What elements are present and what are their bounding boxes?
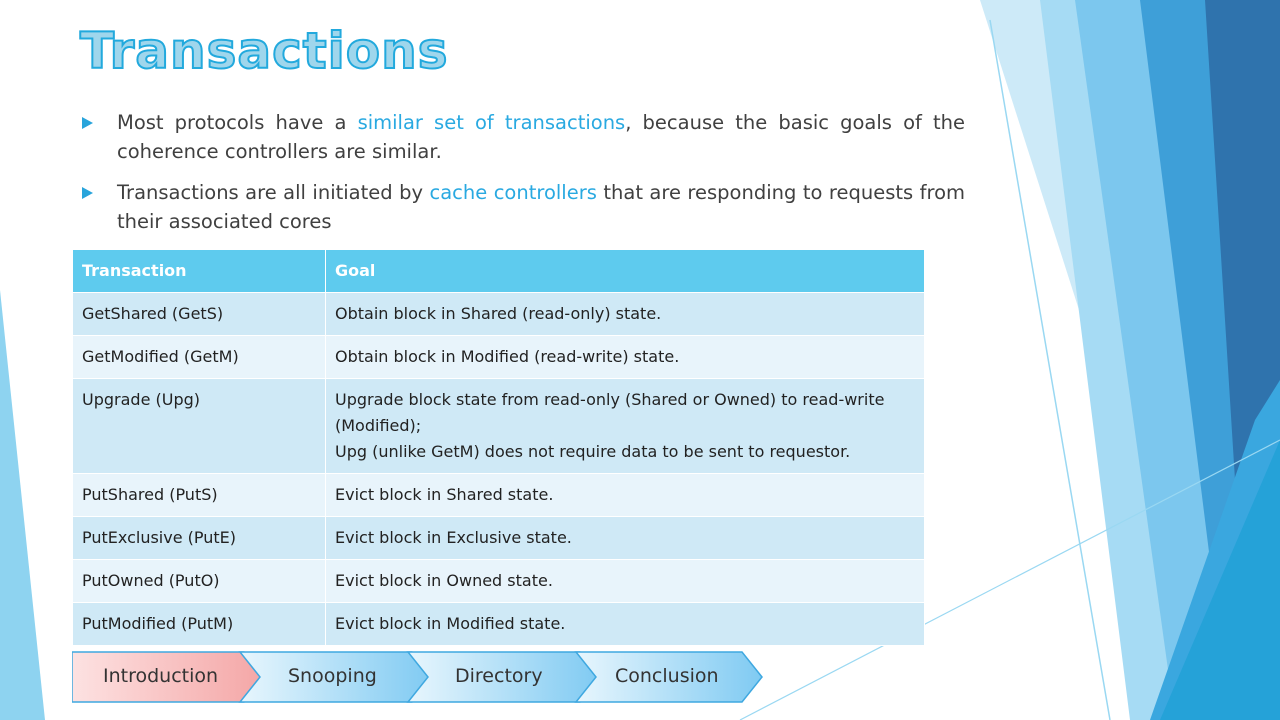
goal-cell [326, 560, 925, 603]
transaction-cell: Upgrade (Upg) [73, 379, 326, 474]
table-header-row [73, 250, 925, 293]
bullet-text: that are responding to requests from their associated cores [117, 181, 966, 233]
transaction-cell: PutModified (PutM) [73, 603, 326, 646]
goal-text: Obtain block in Modified (read-write) state. [335, 347, 680, 366]
column-header-transaction: Transaction [73, 250, 326, 293]
goal-cell [326, 293, 925, 336]
arrow-bullet-icon [82, 187, 93, 199]
transaction-cell: PutOwned (PutO) [73, 560, 326, 603]
nav-label-directory[interactable]: Directory [455, 665, 543, 687]
arrow-bullet-icon [82, 117, 93, 129]
goal-cell [326, 603, 925, 646]
table-row [73, 603, 925, 646]
table-row [73, 560, 925, 603]
nav-label-introduction[interactable]: Introduction [103, 665, 219, 687]
slide-title: Transactions [80, 22, 449, 80]
goal-cell [326, 517, 925, 560]
goal-cell [326, 474, 925, 517]
goal-text: Upgrade block state from read-only (Shared or Owned) to read-write (Modified); [335, 390, 885, 435]
bullet-text: Transactions are all initiated by [117, 181, 430, 204]
nav-label-snooping[interactable]: Snooping [288, 665, 377, 687]
table-row [73, 336, 925, 379]
table-row [73, 517, 925, 560]
bullet-item [80, 108, 965, 166]
goal-text: Upg (unlike GetM) does not require data to be sent to requestor. [335, 442, 851, 461]
goal-cell [326, 379, 925, 474]
bullet-text: Most protocols have a [117, 111, 358, 134]
highlighted-text: similar set of transactions [357, 111, 626, 134]
table-row [73, 474, 925, 517]
transactions-table [72, 249, 925, 646]
goal-text: Obtain block in Shared (read-only) state. [335, 304, 662, 323]
column-header-goal: Goal [326, 250, 925, 293]
goal-text: Evict block in Owned state. [335, 571, 553, 590]
highlighted-text: cache controllers [429, 181, 597, 204]
transaction-cell: GetShared (GetS) [73, 293, 326, 336]
table-row [73, 379, 925, 474]
goal-cell [326, 336, 925, 379]
transaction-cell: GetModified (GetM) [73, 336, 326, 379]
nav-label-conclusion[interactable]: Conclusion [615, 665, 719, 687]
goal-text: Evict block in Modified state. [335, 614, 566, 633]
table-row [73, 293, 925, 336]
transaction-cell: PutShared (PutS) [73, 474, 326, 517]
bullet-item [80, 178, 965, 236]
transaction-cell: PutExclusive (PutE) [73, 517, 326, 560]
goal-text: Evict block in Shared state. [335, 485, 554, 504]
bullet-text: , because the basic goals of the coherence controllers are similar. [117, 111, 965, 163]
bullet-list [80, 108, 965, 248]
section-nav [72, 650, 772, 704]
goal-text: Evict block in Exclusive state. [335, 528, 572, 547]
